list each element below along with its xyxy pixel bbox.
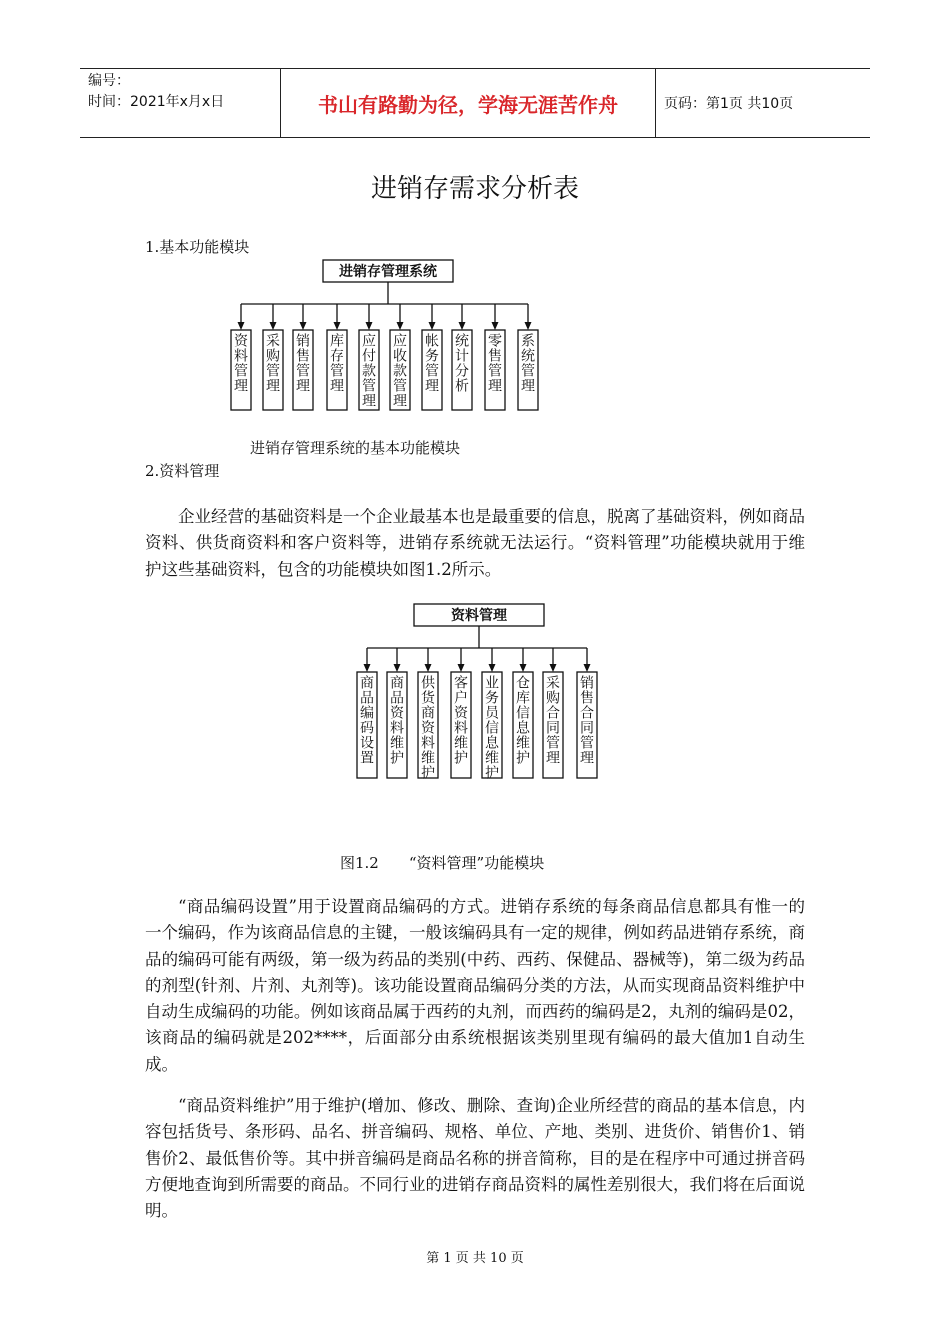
module-label: 库存管理 [328, 333, 344, 393]
submodule-label: 业务员信息维护 [483, 675, 499, 780]
module-label: 采购管理 [264, 333, 280, 393]
document-title: 进销存需求分析表 [370, 174, 579, 204]
submodule-arrow [584, 664, 591, 672]
diagram2-caption: 图1.2 “资料管理”功能模块 [340, 854, 545, 872]
submodule-arrow [458, 664, 465, 672]
submodule-label: 采购合同管理 [544, 675, 560, 765]
submodule-label: 商品资料维护 [388, 675, 404, 765]
page-footer: 第 1 页 共 10 页 [426, 1251, 524, 1266]
submodule-arrow [425, 664, 432, 672]
section2-heading: 2.资料管理 [145, 462, 220, 480]
module-arrow [334, 322, 341, 330]
module-arrow [270, 322, 277, 330]
diagram1-caption: 进销存管理系统的基本功能模块 [250, 439, 461, 457]
intro-paragraph: 企业经营的基础资料是一个企业最基本也是最重要的信息，脱离了基础资料，例如商品资料、供货商资料和客户资料等，进销存系统就无法运行。“资料管理”功能模块就用于维护这些基础资料，包含的功能模块如图1.2所示。 [145, 507, 805, 579]
module-label: 零售管理 [486, 333, 502, 393]
module-label: 系统管理 [519, 333, 535, 393]
submodule-label: 供货商资料维护 [419, 675, 435, 780]
module-arrow [238, 322, 245, 330]
module-label: 销售管理 [294, 333, 310, 393]
module-arrow [525, 322, 532, 330]
module-label: 资料管理 [232, 333, 248, 393]
module-arrow [366, 322, 373, 330]
submodule-arrow [520, 664, 527, 672]
submodule-arrow [364, 664, 371, 672]
doc-time-label: 时间：2021年x月x日 [88, 94, 225, 110]
module-arrow [397, 322, 404, 330]
goods-paragraph: “商品资料维护”用于维护(增加、修改、删除、查询)企业所经营的商品的基本信息，内容包括货号、条形码、品名、拼音编码、规格、单位、产地、类别、进货价、销售价1、销售价2、最低售价等。其中拼音编码是商品名称的拼音简称，目的是在程序中可通过拼音码方便地查询到所需要的商品。不同行业的进销存商品资料的属性差别很大，我们将在后面说明。 [145, 1096, 805, 1221]
submodule-label: 客户资料维护 [452, 675, 468, 765]
diagram2-root-label: 资料管理 [451, 608, 507, 624]
doc-number-label: 编号： [88, 73, 130, 89]
module-arrow [429, 322, 436, 330]
section1-heading: 1.基本功能模块 [145, 238, 250, 256]
header-motto: 书山有路勤为径，学海无涯苦作舟 [280, 69, 656, 137]
header-page-info: 页码：第1页 共10页 [664, 96, 794, 112]
submodule-label: 仓库信息维护 [514, 675, 530, 765]
diagram1-root-label: 进销存管理系统 [339, 264, 437, 280]
module-label: 应付款管理 [360, 333, 376, 408]
module-label: 应收款管理 [391, 333, 407, 408]
submodule-arrow [394, 664, 401, 672]
module-label: 统计分析 [453, 333, 469, 393]
submodule-label: 商品编码设置 [358, 675, 374, 765]
coding-paragraph: “商品编码设置”用于设置商品编码的方式。进销存系统的每条商品信息都具有惟一的一个编码，作为该商品信息的主键，一般该编码具有一定的规律，例如药品进销存系统，商品的编码可能有两级，第一级为药品的类别(中药、西药、保健品、器械等)，第二级为药品的剂型(针剂、片剂、丸剂等)。该功能设置商品编码分类的方法，从而实现商品资料维护中自动生成编码的功能。例如该商品属于西药的丸剂，而西药的编码是2，丸剂的编码是02，该商品的编码就是202****，后面部分由系统根据该类别里现有编码的最大值加1自动生成。 [145, 897, 805, 1074]
module-arrow [492, 322, 499, 330]
submodule-arrow [489, 664, 496, 672]
module-arrow [300, 322, 307, 330]
submodule-label: 销售合同管理 [578, 675, 594, 765]
submodule-arrow [550, 664, 557, 672]
module-arrow [459, 322, 466, 330]
module-label: 帐务管理 [423, 333, 439, 393]
